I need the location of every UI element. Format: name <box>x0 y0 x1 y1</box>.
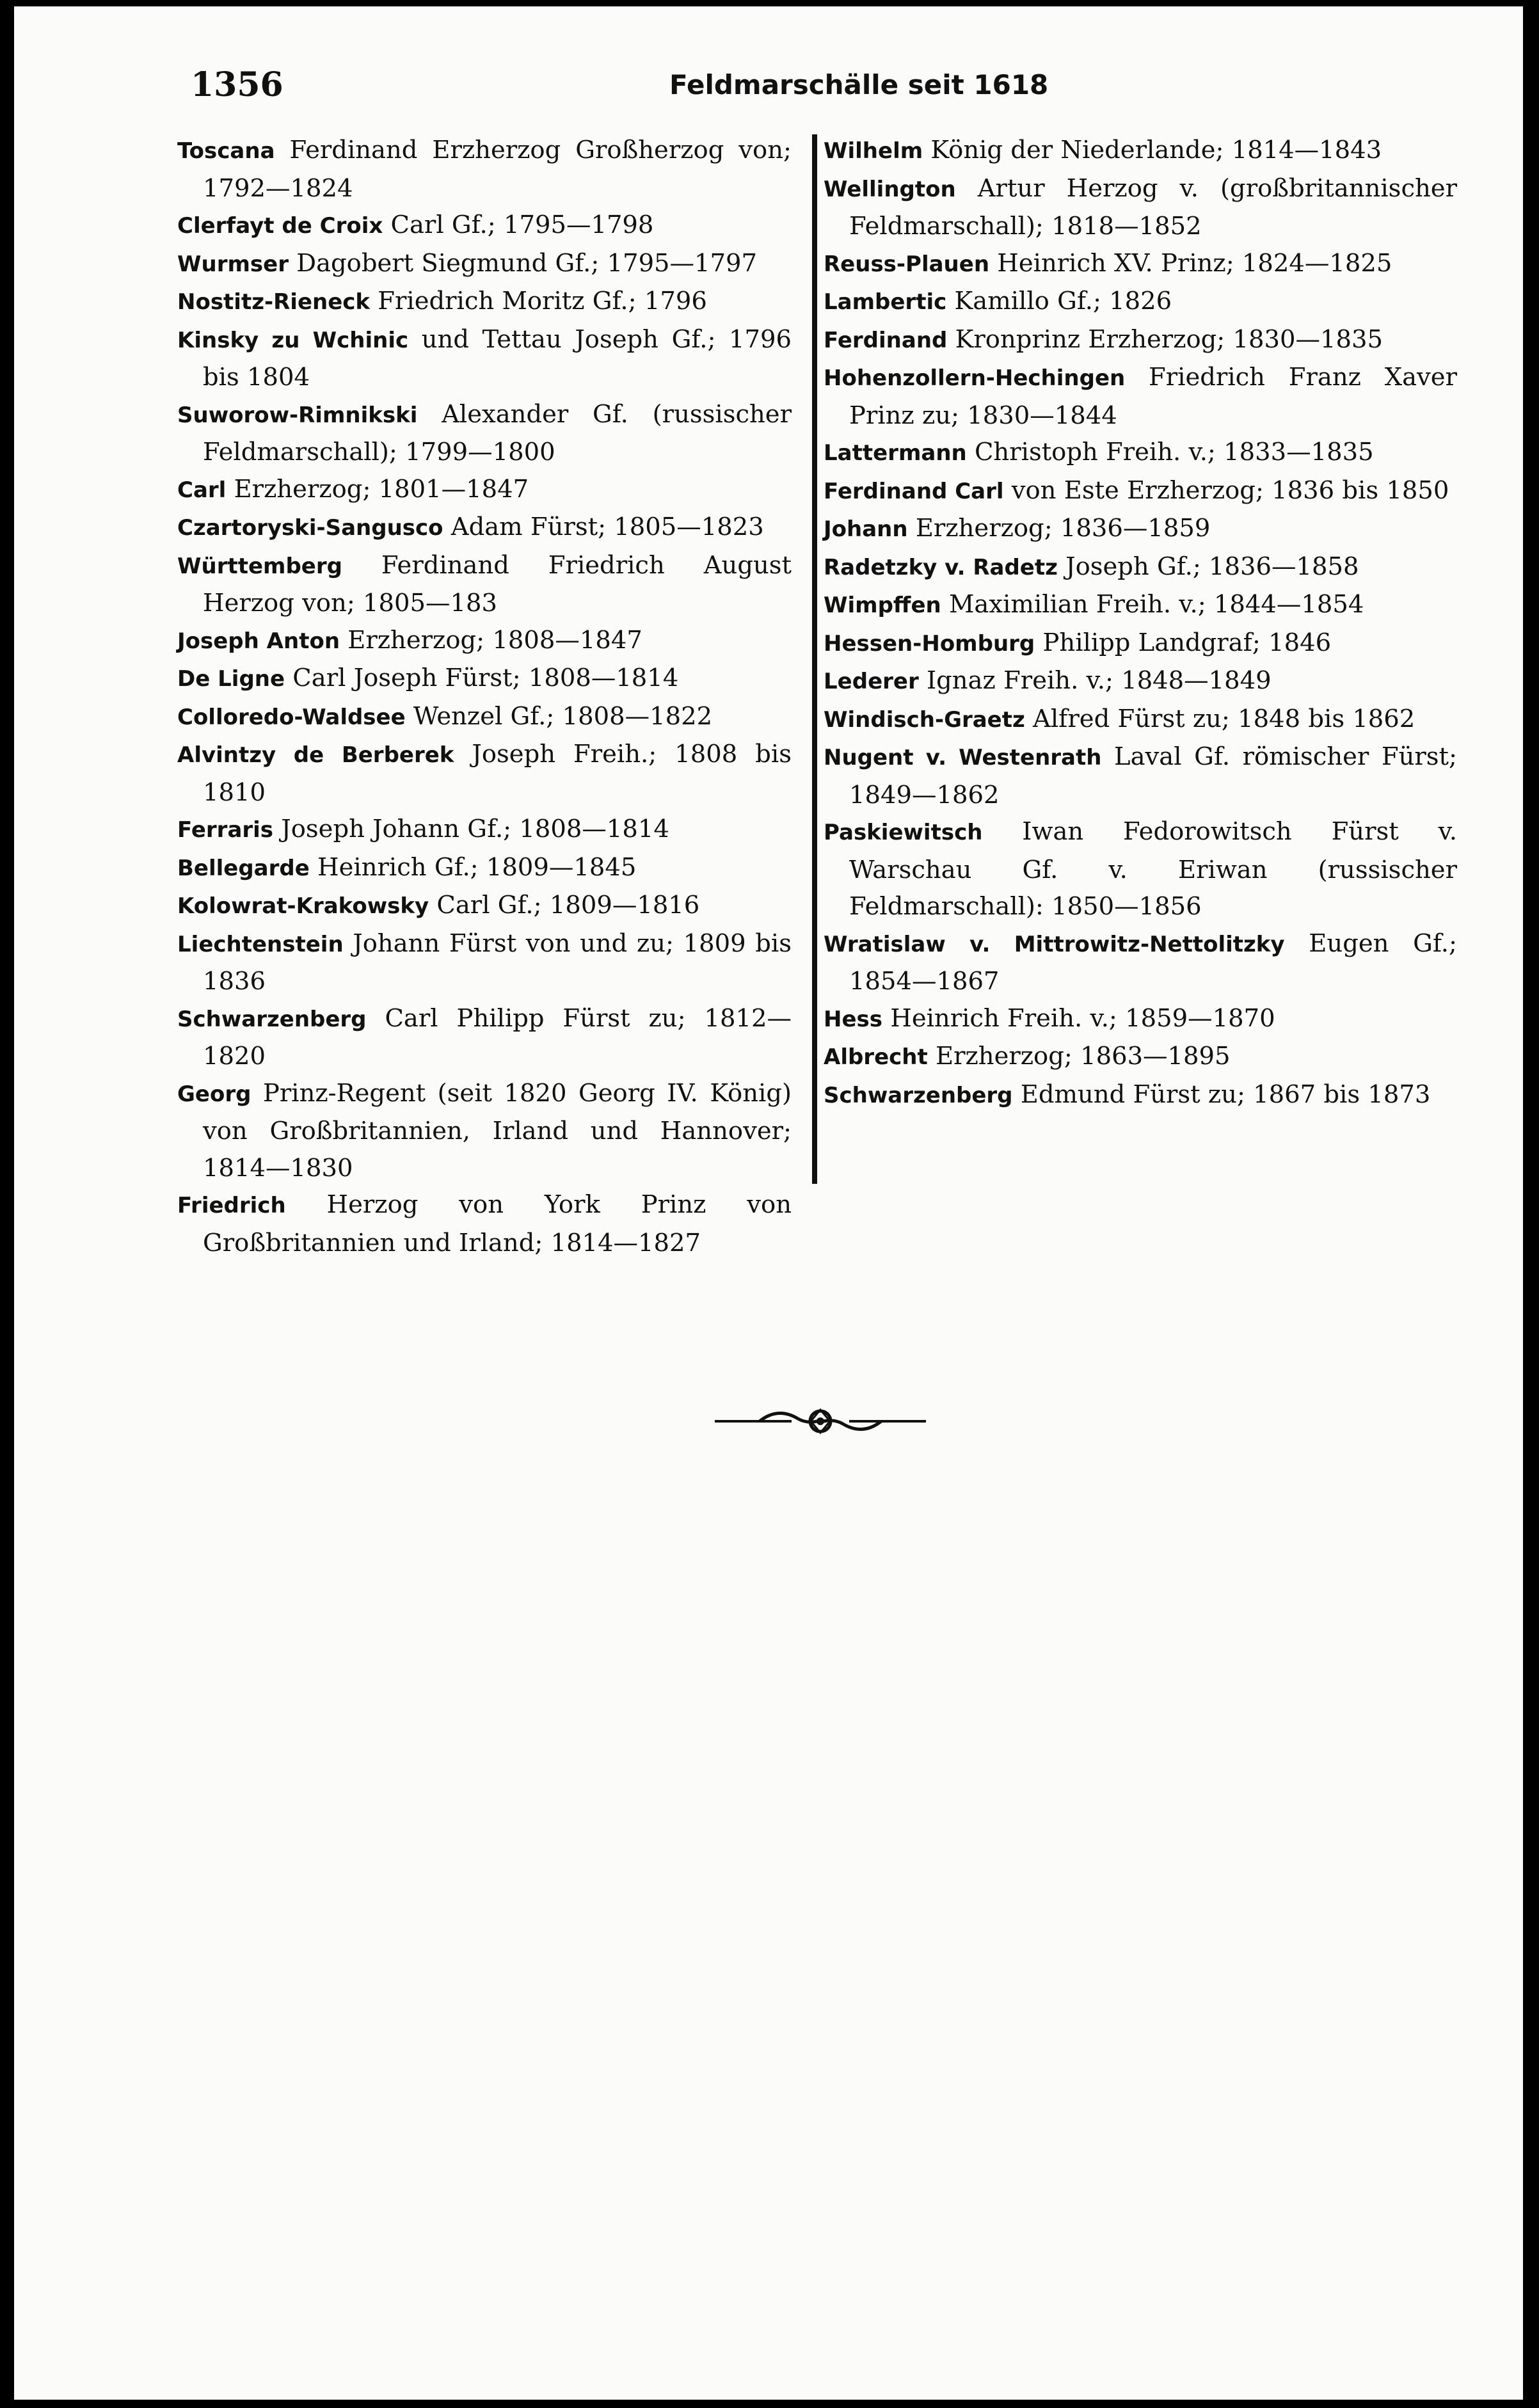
entry-name: Albrecht <box>824 1044 928 1070</box>
entry-name: Wratislaw v. Mittrowitz-Nettolitzky <box>824 931 1285 957</box>
left-column <box>177 132 792 1261</box>
entry-name: Johann <box>824 516 908 542</box>
document-page <box>14 6 1523 2400</box>
entry <box>177 283 792 321</box>
entry-name: Georg <box>177 1081 251 1107</box>
entry <box>824 170 1457 245</box>
entry-name: Ferraris <box>177 817 274 843</box>
entry-details: Edmund Fürst zu; 1867 bis 1873 <box>1012 1080 1431 1109</box>
entry-name: Nugent v. Westenrath <box>824 745 1102 770</box>
entry-name: Paskiewitsch <box>824 820 983 845</box>
entry-details: Heinrich Gf.; 1809—1845 <box>309 852 637 882</box>
entry <box>824 472 1457 511</box>
entry <box>177 547 792 622</box>
entry-details: Alfred Fürst zu; 1848 bis 1862 <box>1025 704 1415 733</box>
entry <box>177 849 792 888</box>
entry <box>824 434 1457 472</box>
entry-details: Johann Fürst von und zu; 1809 bis 1836 <box>203 929 792 996</box>
entry-name: Friedrich <box>177 1193 286 1218</box>
entry-details: Heinrich XV. Prinz; 1824—1825 <box>989 248 1392 278</box>
entry <box>177 736 792 811</box>
entry <box>177 1000 792 1075</box>
entry-details: Carl Joseph Fürst; 1808—1814 <box>285 664 679 692</box>
column-divider <box>812 134 817 1184</box>
entry <box>824 738 1457 813</box>
entry <box>177 811 792 849</box>
entry <box>177 321 792 396</box>
entry-name: Hessen-Homburg <box>824 630 1035 657</box>
entry <box>177 622 792 660</box>
entry <box>824 662 1457 701</box>
entry-details: Wenzel Gf.; 1808—1822 <box>405 701 713 731</box>
entry <box>824 283 1457 321</box>
entry <box>177 509 792 547</box>
entry-details: Friedrich Moritz Gf.; 1796 <box>370 287 707 315</box>
entry-name: Toscana <box>177 138 275 164</box>
entry-name: Colloredo-Waldsee <box>177 704 406 730</box>
entry-name: Ferdinand Carl <box>824 478 1004 504</box>
entry-name: Kinsky zu Wchinic <box>177 327 409 353</box>
entry-name: Wimpffen <box>824 593 941 618</box>
decorative-ornament <box>715 1405 926 1438</box>
entry-details: Dagobert Siegmund Gf.; 1795—1797 <box>288 248 758 278</box>
entry <box>824 245 1457 283</box>
entry-name: Radetzky v. Radetz <box>824 554 1058 580</box>
entry-details: Artur Herzog v. (großbritannischer Feldmarschall); 1818—1852 <box>849 173 1457 241</box>
entry <box>177 132 792 207</box>
entry <box>824 132 1457 170</box>
entry-name: Alvintzy de Berberek <box>177 742 454 768</box>
entry-details: Iwan Fedorowitsch Fürst v. Warschau Gf. v. Eriwan (russischer Feldmarschall): 1850—1856 <box>849 817 1457 921</box>
entry-details: König der Niederlande; 1814—1843 <box>923 136 1382 164</box>
entry-details: Herzog von York Prinz von Großbritannien und Irland; 1814—1827 <box>203 1190 792 1257</box>
entry <box>824 1038 1457 1076</box>
entry-details: Philipp Landgraf; 1846 <box>1035 628 1332 657</box>
entry-details: Ferdinand Erzherzog Großherzog von; 1792—1824 <box>203 136 792 203</box>
entry <box>177 698 792 737</box>
entry-details: Carl Gf.; 1795—1798 <box>383 211 654 239</box>
entry <box>824 548 1457 587</box>
entry-name: Wilhelm <box>824 138 923 164</box>
entry-name: Wurmser <box>177 251 289 277</box>
entry-details: Christoph Freih. v.; 1833—1835 <box>966 438 1374 466</box>
entry-name: Carl <box>177 477 227 503</box>
entry-details: Laval Gf. römischer Fürst; 1849—1862 <box>849 742 1457 809</box>
entry-name: Czartoryski-Sangusco <box>177 515 443 541</box>
entry <box>177 1186 792 1261</box>
entry-details: Friedrich Franz Xaver Prinz zu; 1830—1844 <box>849 363 1457 430</box>
entry-name: Ferdinand <box>824 327 948 353</box>
entry-name: Nostitz-Rieneck <box>177 289 371 315</box>
entry-details: Joseph Freih.; 1808 bis 1810 <box>203 740 792 807</box>
entry <box>824 1076 1457 1115</box>
entry <box>824 625 1457 663</box>
entry-details: Kronprinz Erzherzog; 1830—1835 <box>947 324 1383 354</box>
entry-details: Prinz-Regent (seit 1820 Georg IV. König) von Großbritannien, Irland und Hannover; 1814—1830 <box>203 1078 792 1183</box>
entry-name: Suworow-Rimnikski <box>177 402 418 428</box>
entry-name: Reuss-Plauen <box>824 251 990 277</box>
entry-details: Erzherzog; 1863—1895 <box>927 1042 1231 1071</box>
entry-details: Kamillo Gf.; 1826 <box>946 287 1172 315</box>
entry <box>177 245 792 283</box>
entry <box>824 925 1457 1000</box>
entry-name: Hess <box>824 1006 882 1032</box>
entry-name: Lederer <box>824 669 919 694</box>
entry <box>824 321 1457 360</box>
page-number: 1356 <box>191 65 283 104</box>
entry-details: Erzherzog; 1836—1859 <box>907 514 1211 543</box>
page-header <box>175 65 1474 116</box>
entry-name: Schwarzenberg <box>177 1006 367 1032</box>
entry <box>177 887 792 925</box>
entry <box>177 925 792 1000</box>
entry-details: Joseph Gf.; 1836—1858 <box>1057 552 1359 581</box>
entry-details: und Tettau Joseph Gf.; 1796 bis 1804 <box>203 324 792 392</box>
entry-name: De Ligne <box>177 666 285 692</box>
entry <box>177 660 792 698</box>
entry <box>824 586 1457 625</box>
entry-details: Carl Philipp Fürst zu; 1812—1820 <box>203 1003 792 1071</box>
entry-name: Windisch-Graetz <box>824 706 1025 733</box>
entry-name: Schwarzenberg <box>824 1082 1013 1108</box>
entry-name: Württemberg <box>177 553 342 579</box>
entry-name: Joseph Anton <box>177 628 340 654</box>
entry-name: Bellegarde <box>177 855 310 881</box>
entry <box>824 359 1457 434</box>
entry <box>824 813 1457 925</box>
entry-name: Liechtenstein <box>177 931 344 957</box>
entry <box>177 396 792 471</box>
entry-name: Lattermann <box>824 440 967 466</box>
right-column <box>824 132 1457 1114</box>
entry-name: Lambertic <box>824 289 947 315</box>
entry-name: Hohenzollern-Hechingen <box>824 365 1126 391</box>
entry-details: Adam Fürst; 1805—1823 <box>443 513 764 541</box>
entry-name: Wellington <box>824 176 956 202</box>
entry-name: Kolowrat-Krakowsky <box>177 893 429 919</box>
entry-details: Eugen Gf.; 1854—1867 <box>849 929 1457 996</box>
entry <box>177 1075 792 1187</box>
entry <box>177 471 792 509</box>
entry-details: Ferdinand Friedrich August Herzog von; 1805—183 <box>203 550 792 618</box>
entry <box>177 207 792 245</box>
entry-details: Maximilian Freih. v.; 1844—1854 <box>941 590 1364 619</box>
entry-details: Heinrich Freih. v.; 1859—1870 <box>882 1003 1275 1033</box>
entry-details: Joseph Johann Gf.; 1808—1814 <box>273 815 669 843</box>
running-title: Feldmarschälle seit 1618 <box>669 69 1049 100</box>
entry <box>824 510 1457 548</box>
entry-details: Erzherzog; 1808—1847 <box>340 625 642 655</box>
entry-details: Carl Gf.; 1809—1816 <box>429 891 700 920</box>
entry <box>824 701 1457 739</box>
entry <box>824 1000 1457 1039</box>
entry-details: Erzherzog; 1801—1847 <box>226 474 529 504</box>
entry-details: Ignaz Freih. v.; 1848—1849 <box>918 666 1272 695</box>
entry-details: Alexander Gf. (russischer Feldmarschall); 1799—1800 <box>203 399 792 466</box>
entry-details: von Este Erzherzog; 1836 bis 1850 <box>1003 475 1449 505</box>
entry-name: Clerfayt de Croix <box>177 213 383 239</box>
